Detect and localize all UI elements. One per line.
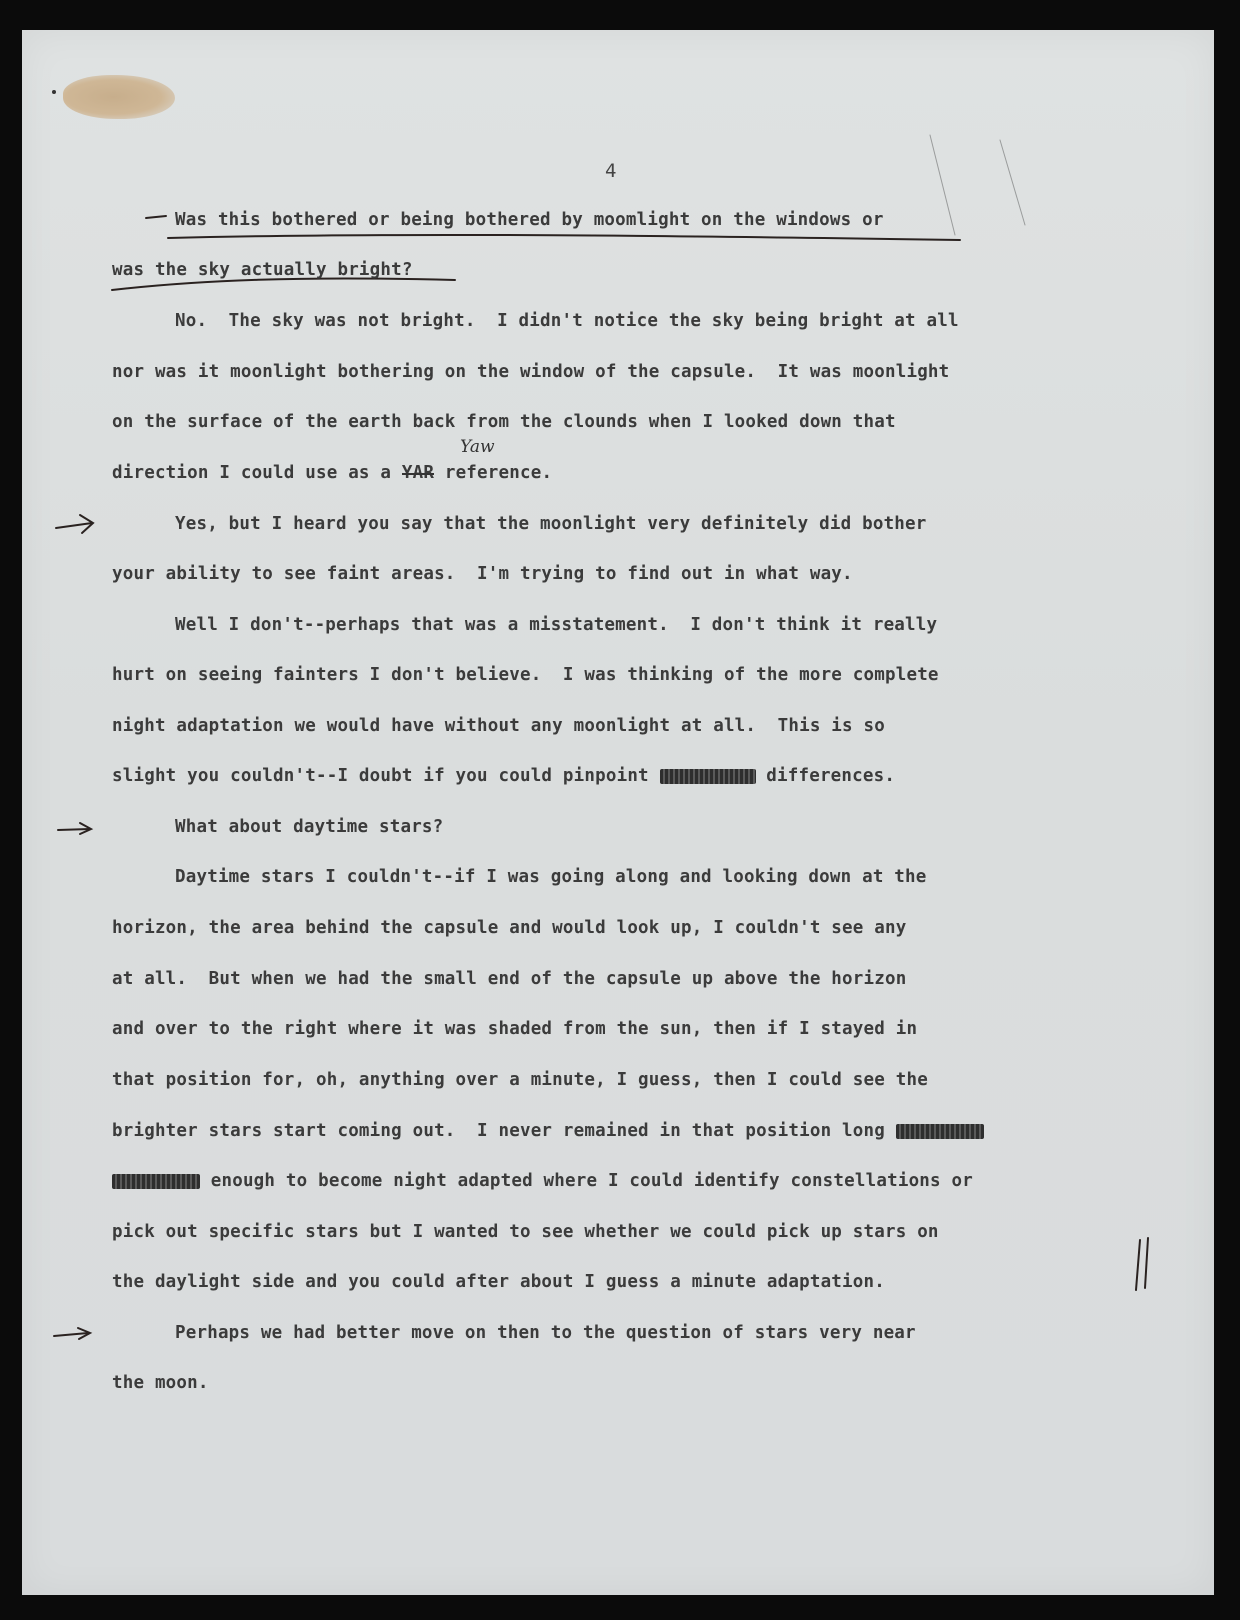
text-line: on the surface of the earth back from the clounds when I looked down that bbox=[112, 412, 896, 432]
underline-question-2 bbox=[112, 278, 455, 290]
text-line: that position for, oh, anything over a minute, I guess, then I could see the bbox=[112, 1070, 928, 1090]
text-line: pick out specific stars but I wanted to see whether we could pick up stars on bbox=[112, 1222, 939, 1242]
text-line: at all. But when we had the small end of the capsule up above the horizon bbox=[112, 969, 907, 989]
faint-pencil-stroke bbox=[930, 135, 955, 235]
text-span: enough to become night adapted where I could identify constellations or bbox=[200, 1171, 973, 1191]
text-span: brighter stars start coming out. I never remained in that position long bbox=[112, 1121, 896, 1141]
underline-question bbox=[168, 235, 960, 240]
text-line: the daylight side and you could after about I guess a minute adaptation. bbox=[112, 1272, 885, 1292]
text-line: horizon, the area behind the capsule and would look up, I couldn't see any bbox=[112, 918, 907, 938]
text-span: reference. bbox=[434, 463, 553, 483]
text-line: the moon. bbox=[112, 1373, 209, 1393]
text-line: nor was it moonlight bothering on the window of the capsule. It was moonlight bbox=[112, 362, 950, 382]
text-line bbox=[112, 1171, 973, 1191]
redaction-block bbox=[896, 1124, 984, 1139]
text-line: and over to the right where it was shaded from the sun, then if I stayed in bbox=[112, 1019, 918, 1039]
text-span: direction I could use as a bbox=[112, 463, 402, 483]
text-line: No. The sky was not bright. I didn't notice the sky being bright at all bbox=[175, 311, 959, 331]
dash-mark bbox=[146, 216, 166, 218]
text-line: was the sky actually bright? bbox=[112, 260, 413, 280]
faint-pencil-stroke bbox=[1000, 140, 1025, 225]
margin-bar-icon bbox=[1136, 1238, 1148, 1290]
text-line: What about daytime stars? bbox=[175, 817, 444, 837]
redaction-block bbox=[112, 1174, 200, 1189]
arrow-icon bbox=[54, 1328, 90, 1339]
text-line: night adaptation we would have without any moonlight at all. This is so bbox=[112, 716, 885, 736]
text-span: slight you couldn't--I doubt if you could pinpoint bbox=[112, 766, 660, 786]
arrow-icon bbox=[56, 515, 93, 533]
text-line bbox=[112, 1121, 984, 1141]
redaction-block bbox=[660, 769, 756, 784]
text-line: Yes, but I heard you say that the moonlight very definitely did bother bbox=[175, 514, 927, 534]
struck-word: YAR bbox=[401, 463, 435, 483]
text-line: Well I don't--perhaps that was a misstatement. I don't think it really bbox=[175, 615, 938, 635]
text-line: Was this bothered or being bothered by moomlight on the windows or bbox=[175, 210, 884, 230]
text-line: Daytime stars I couldn't--if I was going along and looking down at the bbox=[175, 867, 927, 887]
arrow-icon bbox=[58, 823, 91, 834]
text-line bbox=[112, 766, 895, 786]
handwritten-insert-yaw: Yaw bbox=[460, 437, 495, 457]
text-line bbox=[112, 463, 552, 483]
text-line: your ability to see faint areas. I'm trying to find out in what way. bbox=[112, 564, 853, 584]
text-line: Perhaps we had better move on then to the question of stars very near bbox=[175, 1323, 916, 1343]
page-number: 4 bbox=[605, 160, 617, 182]
text-span: differences. bbox=[755, 766, 896, 786]
text-line: hurt on seeing fainters I don't believe. I was thinking of the more complete bbox=[112, 665, 939, 685]
